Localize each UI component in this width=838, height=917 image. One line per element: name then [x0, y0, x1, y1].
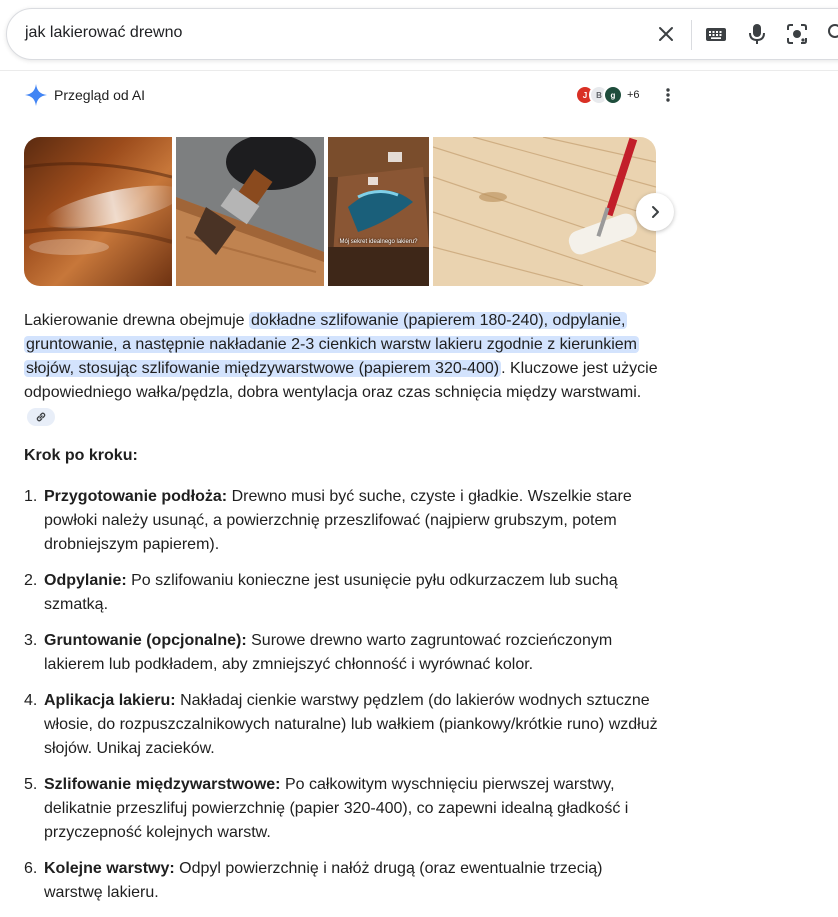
step-text: Odpyl powierzchnię i nałóż drugą (oraz ewentualnie trzecią) warstwę lakieru.	[44, 860, 603, 901]
search-icon[interactable]	[826, 22, 838, 44]
step-title: Gruntowanie (opcjonalne):	[44, 632, 247, 649]
close-icon[interactable]	[655, 23, 677, 45]
list-item	[24, 857, 664, 905]
header-divider	[0, 70, 838, 71]
sparkle-icon	[24, 83, 48, 107]
step-number: 5.	[24, 776, 38, 793]
step-text: Drewno musi być suche, czyste i gładkie. Wszelkie stare powłoki należy usunąć, a powierzchnię przeszlifować (najpierw grubszym, potem drobniejszym papierem).	[44, 488, 632, 553]
keyboard-icon[interactable]	[705, 23, 727, 45]
step-text: Po całkowitym wyschnięciu pierwszej warstwy, delikatnie przeszlifuj powierzchnię (papier 320-400), co zapewni idealną gładkość i przyczepność kolejnych warstw.	[44, 776, 629, 841]
sources-more-count[interactable]: +6	[627, 89, 640, 101]
step-number: 4.	[24, 692, 38, 709]
source-avatar[interactable]: g	[603, 85, 623, 105]
list-item	[24, 629, 664, 677]
carousel-image[interactable]	[328, 137, 429, 286]
source-avatar[interactable]: B	[589, 85, 609, 105]
summary-rest: . Kluczowe jest użycie odpowiedniego wałka/pędzla, dobra wentylacja oraz czas schnięcia między warstwami.	[24, 360, 658, 401]
ai-summary	[24, 309, 664, 429]
camera-search-icon[interactable]	[785, 22, 809, 46]
step-text: Surowe drewno warto zagruntować rozcieńczonym lakierem lub podkładem, aby zmniejszyć chłonność i wyrównać kolor.	[44, 632, 613, 673]
step-title: Szlifowanie międzywarstwowe:	[44, 776, 281, 793]
source-link-chip[interactable]	[27, 408, 55, 426]
step-text: Nakładaj cienkie warstwy pędzlem (do lakierów wodnych sztuczne włosie, do rozpuszczalnikowych naturalne) lub wałkiem (piankowy/krótkie runo) wzdłuż słojów. Unikaj zacieków.	[44, 692, 658, 757]
carousel-image-caption: Mój sekret idealnego lakieru?	[339, 239, 418, 245]
more-vert-icon[interactable]	[658, 84, 678, 106]
search-divider	[691, 20, 692, 50]
carousel-image[interactable]	[433, 137, 656, 286]
source-avatar[interactable]: J	[575, 85, 595, 105]
step-number: 2.	[24, 572, 38, 589]
steps-heading: Krok po kroku:	[24, 447, 138, 464]
search-input[interactable]: jak lakierować drewno	[25, 24, 183, 41]
search-bar[interactable]	[6, 8, 838, 60]
summary-highlight[interactable]: dokładne szlifowanie (papierem 180-240), odpylanie, gruntowanie, a następnie nakładanie 2-3 cienkich warstw lakieru zgodnie z kierunkiem słojów, stosując szlifowanie międzywarstwowe (papierem 320-400)	[26, 312, 638, 377]
image-carousel	[24, 137, 656, 286]
step-text: Po szlifowaniu konieczne jest usunięcie pyłu odkurzaczem lub suchą szmatką.	[44, 572, 618, 613]
microphone-icon[interactable]	[746, 22, 768, 46]
step-title: Kolejne warstwy:	[44, 860, 175, 877]
sources-stack[interactable]	[575, 82, 640, 108]
ai-overview-header	[24, 82, 145, 108]
chevron-right-icon	[647, 204, 663, 220]
link-icon	[35, 411, 47, 423]
step-number: 6.	[24, 860, 38, 877]
step-number: 1.	[24, 488, 38, 505]
list-item	[24, 485, 664, 557]
carousel-next-button[interactable]	[636, 193, 674, 231]
steps-list	[24, 485, 664, 917]
carousel-image[interactable]	[176, 137, 324, 286]
step-title: Przygotowanie podłoża:	[44, 488, 228, 505]
step-number: 3.	[24, 632, 38, 649]
list-item	[24, 689, 664, 761]
list-item	[24, 773, 664, 845]
summary-intro: Lakierowanie drewna obejmuje	[24, 312, 250, 329]
list-item	[24, 569, 664, 617]
carousel-image[interactable]	[24, 137, 172, 286]
step-title: Odpylanie:	[44, 572, 127, 589]
step-title: Aplikacja lakieru:	[44, 692, 176, 709]
ai-overview-title: Przegląd od AI	[54, 87, 146, 103]
